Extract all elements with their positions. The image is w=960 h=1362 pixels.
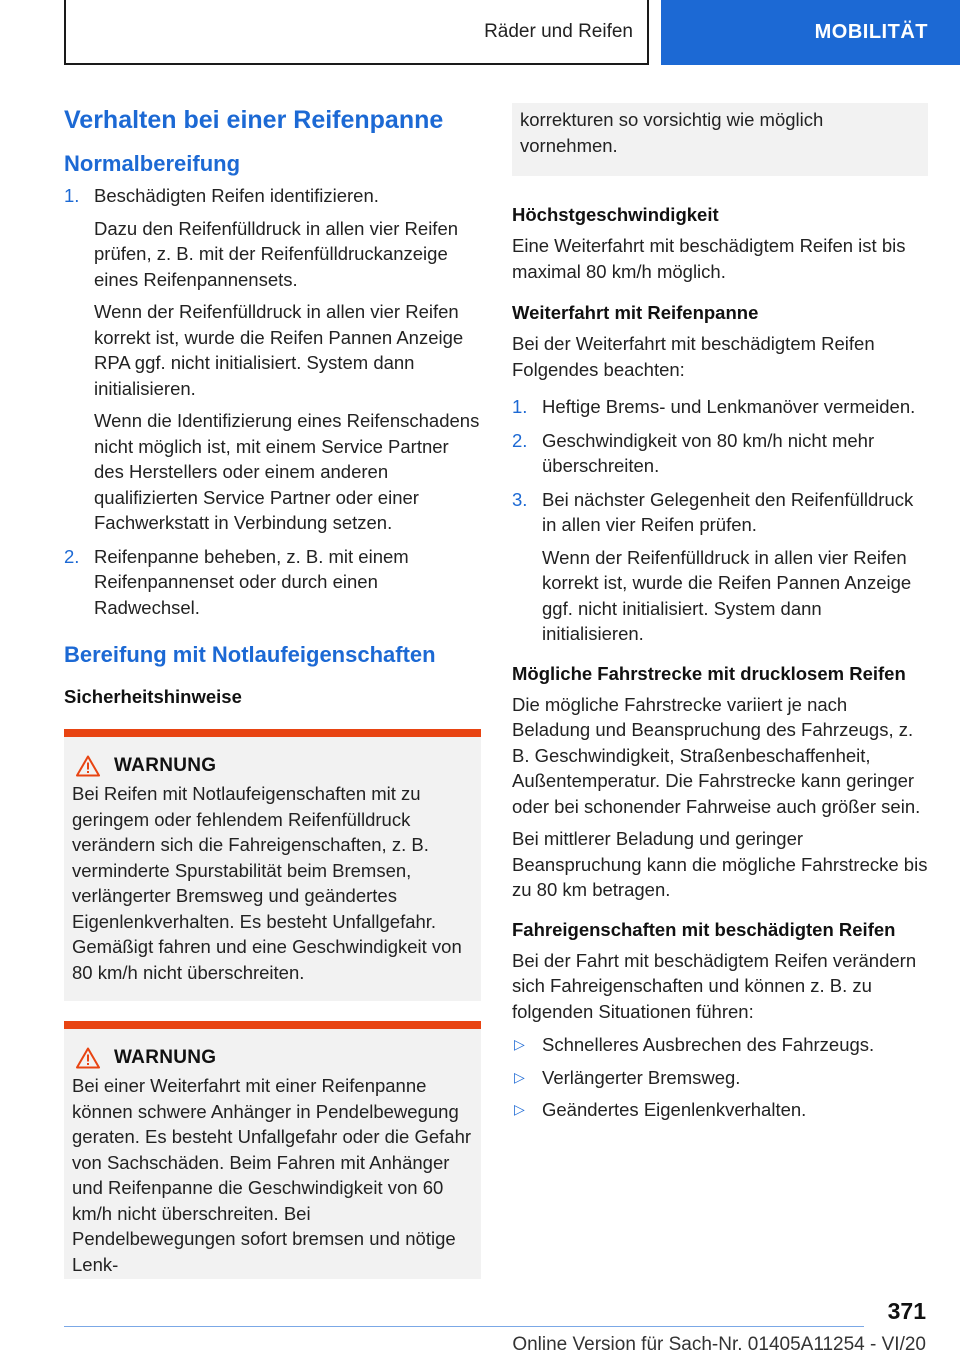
bullet-text: Geändertes Eigenlenkverhalten. (542, 1099, 807, 1120)
list-item (512, 394, 928, 420)
warning-text: korrekturen so vorsichtig wie möglich vornehmen. (520, 109, 824, 156)
warning-triangle-icon (76, 1047, 100, 1069)
list-item (512, 1065, 928, 1091)
page-title: Verhalten bei einer Reifenpanne (64, 106, 444, 134)
list-item (64, 544, 481, 621)
warning-box (64, 729, 481, 1001)
list-item (512, 1097, 928, 1123)
bullet-text: Schnelleres Ausbrechen des Fahrzeugs. (542, 1034, 875, 1055)
triangle-right-icon: ▷ (514, 1036, 525, 1052)
section-tab (64, 0, 649, 65)
footer-text: Online Version für Sach-Nr. 01405A11254 - VI/20 (512, 1334, 926, 1355)
bullet-text: Verlängerter Bremsweg. (542, 1066, 741, 1088)
triangle-right-icon: ▷ (514, 1068, 525, 1085)
warning-title: WARNUNG (114, 1047, 217, 1068)
footer-divider (64, 1326, 864, 1327)
step-number: 1. (64, 185, 80, 206)
triangle-right-icon: ▷ (514, 1101, 525, 1117)
step-number: 3. (512, 488, 528, 510)
heading-sicherheitshinweise: Sicherheitshinweise (64, 686, 242, 707)
heading-notlauf: Bereifung mit Notlaufeigenschaften (64, 642, 436, 667)
list-item (512, 1032, 928, 1058)
heading-weiterfahrt: Weiterfahrt mit Reifenpanne (512, 302, 759, 323)
warning-triangle-icon (76, 755, 100, 777)
step-text: Wenn der Reifenfülldruck in allen vier Reifen korrekt ist, wurde die Reifen Pannen Anzeige ggf. nicht initialisiert. System dann initialisieren. (542, 546, 912, 644)
heading-fahrstrecke: Mögliche Fahrstrecke mit drucklosem Reifen (512, 662, 906, 684)
page-number: 371 (887, 1298, 926, 1324)
chapter-title: MOBILITÄT (814, 21, 928, 43)
step-number: 2. (512, 429, 528, 451)
heading-fahreigenschaften: Fahreigenschaften mit beschädigten Reifen (512, 918, 896, 940)
step-text: Wenn der Reifenfülldruck in allen vier Reifen korrekt ist, wurde die Reifen Pannen Anzeige RPA ggf. nicht initialisiert. System dann initialisieren. (94, 301, 464, 399)
warning-box (64, 1021, 481, 1279)
step-text: Dazu den Reifenfülldruck in allen vier Reifen prüfen, z. B. mit der Reifenfülldruckanzeige eines Reifenpannensets. (94, 217, 459, 290)
chapter-tab (661, 0, 960, 65)
step-text: Bei nächster Gelegenheit den Reifenfülldruck in allen vier Reifen prüfen. (542, 488, 914, 535)
list-item (64, 183, 481, 536)
bullet-list (512, 1032, 928, 1123)
heading-normalbereifung: Normalbereifung (64, 151, 241, 176)
step-text: Wenn die Identifizierung eines Reifenschadens nicht möglich ist, mit einem Service Partner des Herstellers oder einem anderen qualifizierten Service Partner oder einer Fachwerkstatt in Verbindung setzen. (94, 410, 480, 533)
warning-title: WARNUNG (114, 755, 217, 776)
paragraph: Die mögliche Fahrstrecke variiert je nach Beladung und Beanspruchung des Fahrzeugs, z. B. Geschwindigkeit, Straßenbeschaffenheit, Außentemperatur. Die Fahrstrecke kann geringer oder bei schonender Fahrweise auch größer sein. (512, 693, 921, 817)
step-number: 1. (512, 396, 528, 417)
list-item (512, 428, 928, 479)
warning-box-continued (512, 103, 928, 176)
step-text: Heftige Brems- und Lenkmanöver vermeiden. (542, 396, 916, 417)
paragraph: Bei der Fahrt mit beschädigtem Reifen verändern sich Fahreigenschaften und können z. B. zu folgenden Situationen führen: (512, 949, 917, 1022)
warning-header (72, 755, 473, 777)
step-text: Reifenpanne beheben, z. B. mit einem Reifenpannenset oder durch einen Radwechsel. (94, 545, 409, 618)
section-title: Räder und Reifen (484, 20, 633, 42)
steps-normal (64, 183, 481, 620)
paragraph: Eine Weiterfahrt mit beschädigtem Reifen ist bis maximal 80 km/h möglich. (512, 235, 906, 282)
step-number: 2. (64, 545, 80, 567)
step-text: Geschwindigkeit von 80 km/h nicht mehr überschreiten. (542, 429, 875, 476)
warning-text: Bei Reifen mit Notlaufeigenschaften mit zu geringem oder fehlendem Reifenfülldruck verändern sich die Fahreigenschaften, z. B. verminderte Spurstabilität beim Bremsen, verlängerter Bremsweg und geändertes Eigenlenkverhalten. Es besteht Unfallgefahr. Gemäßigt fahren und eine Geschwindigkeit von 80 km/h nicht überschreiten. (72, 783, 462, 983)
left-column (64, 100, 481, 1279)
warning-header (72, 1047, 473, 1069)
heading-hoechstgeschwindigkeit: Höchstgeschwindigkeit (512, 204, 719, 225)
paragraph: Bei mittlerer Beladung und geringer Beanspruchung kann die mögliche Fahrstrecke bis zu 80 km betragen. (512, 828, 928, 900)
paragraph: Bei der Weiterfahrt mit beschädigtem Reifen Folgendes beachten: (512, 333, 875, 380)
warning-text: Bei einer Weiterfahrt mit einer Reifenpanne können schwere Anhänger in Pendelbewegung geraten. Es besteht Unfallgefahr oder die Gefahr von Sachschäden. Beim Fahren mit Anhänger und Reifenpanne die Geschwindigkeit von 60 km/h nicht überschreiten. Bei Pendelbewegungen sofort bremsen und nötige Lenk- (72, 1075, 472, 1275)
list-item (512, 487, 928, 647)
step-text: Beschädigten Reifen identifizieren. (94, 185, 379, 206)
right-column (512, 103, 928, 1123)
steps-weiterfahrt (512, 394, 928, 647)
